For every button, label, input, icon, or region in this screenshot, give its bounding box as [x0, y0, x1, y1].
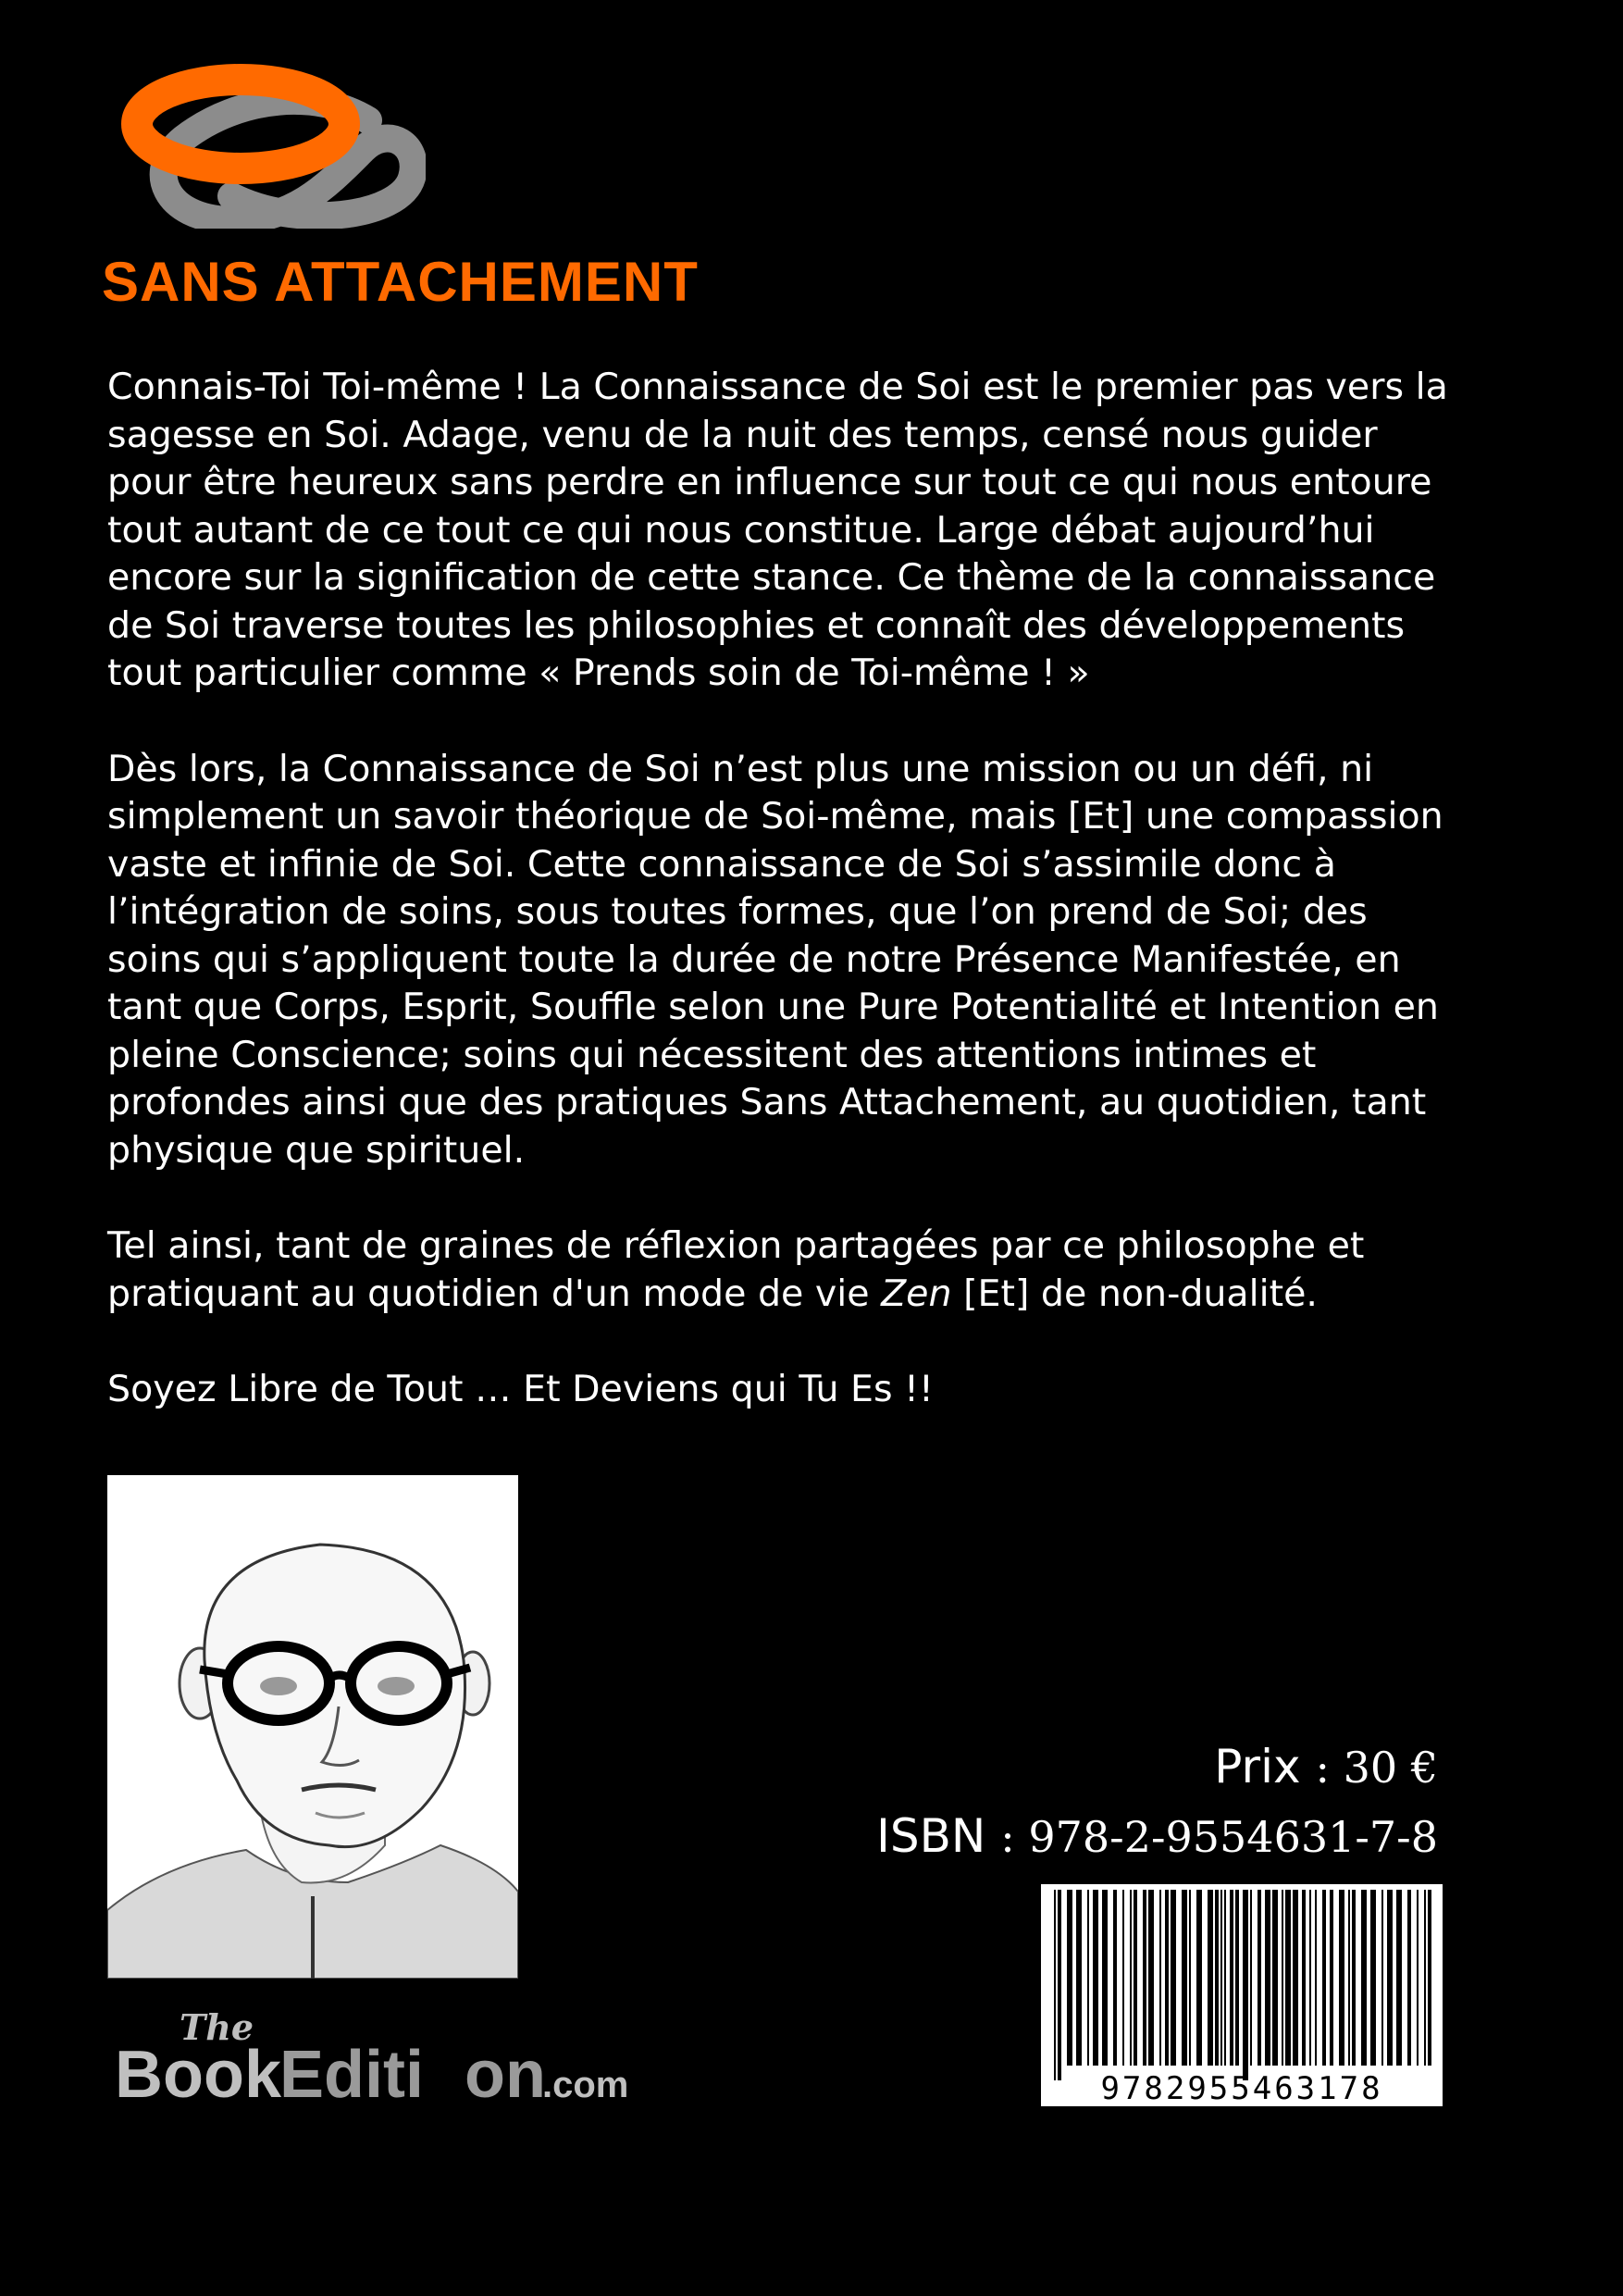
barcode-bar — [1417, 1890, 1419, 2066]
barcode-bar — [1196, 1890, 1202, 2066]
barcode-bar — [1130, 1890, 1132, 2066]
barcode-bar — [1302, 1890, 1306, 2066]
barcode-bar — [1093, 1890, 1098, 2066]
barcode-bar — [1361, 1890, 1367, 2066]
publisher-logo — [115, 2004, 688, 2116]
barcode-bar — [1250, 1890, 1252, 2066]
barcode-bar — [1282, 1890, 1283, 2066]
barcode-bar — [1330, 1890, 1333, 2066]
barcode-bar — [1182, 1890, 1187, 2066]
barcode-bar — [1265, 1890, 1270, 2066]
publisher-logo-book: Book — [115, 2038, 281, 2112]
barcode-bar — [1208, 1890, 1213, 2066]
barcode-bar — [1243, 1890, 1248, 2080]
barcode-bar — [1428, 1890, 1431, 2066]
barcode-bar — [1148, 1890, 1154, 2066]
barcode-bar — [1258, 1890, 1261, 2066]
barcode-bar — [1424, 1890, 1426, 2066]
barcode-bar — [1352, 1890, 1356, 2066]
barcode-bar — [1113, 1890, 1117, 2066]
barcode-bar — [1076, 1890, 1082, 2066]
ean13-barcode-icon — [1041, 1884, 1443, 2106]
barcode-bar — [1122, 1890, 1124, 2066]
barcode-bar — [1370, 1890, 1376, 2066]
book-title: SANS ATTACHEMENT — [102, 251, 699, 313]
paragraph-3-start: Tel ainsi, tant de graines de réflexion partagées par ce philosophe et pratiquant au quotidien d'un mode de vie — [107, 1224, 1365, 1315]
barcode-bar — [1220, 1890, 1222, 2066]
barcode-bar — [1339, 1890, 1344, 2066]
infinity-logo-icon — [120, 57, 426, 229]
barcode — [1041, 1884, 1443, 2106]
author-photo — [107, 1475, 518, 1979]
price-value: : 30 € — [1315, 1743, 1438, 1793]
paragraph-4: Soyez Libre de Tout … Et Deviens qui Tu Es !! — [107, 1368, 934, 1410]
barcode-bar — [1309, 1890, 1311, 2066]
barcode-bar — [1058, 1890, 1061, 2080]
barcode-bar — [1407, 1890, 1411, 2066]
price — [1214, 1740, 1438, 1793]
barcode-bar — [1381, 1890, 1383, 2066]
price-label: Prix — [1214, 1740, 1301, 1793]
paragraph-2: Dès lors, la Connaissance de Soi n’est plus une mission ou un défi, ni simplement un savoir théorique de Soi-même, mais [Et] une compassion vaste et infinie de Soi. Cette connaissance de Soi s’assimile donc à l’intégration de soins, sous toutes formes, que l’on prend de Soi; des soins qui s’appliquent toute la durée de notre Présence Manifestée, en tant que Corps, Esprit, Souffle selon une Pure Potentialité et Intention en pleine Conscience; soins qui nécessitent des attentions intimes et profondes ainsi que des pratiques Sans Attachement, au quotidien, tant physique que spirituel. — [107, 747, 1443, 1172]
barcode-bar — [1322, 1890, 1326, 2066]
barcode-bar — [1087, 1890, 1089, 2066]
barcode-bar — [1387, 1890, 1393, 2066]
barcode-bar — [1272, 1890, 1278, 2066]
barcode-bar — [1224, 1890, 1226, 2066]
back-cover-text — [107, 364, 1458, 1462]
publisher-logo-on: on — [465, 2038, 546, 2112]
author-portrait-sketch-icon — [107, 1475, 518, 1979]
publisher-logo-com: .com — [542, 2065, 629, 2105]
barcode-bar — [1285, 1890, 1291, 2066]
isbn-label: ISBN — [876, 1809, 986, 1863]
barcode-bar — [1171, 1890, 1176, 2066]
barcode-bar — [1235, 1890, 1239, 2066]
barcode-bar — [1293, 1890, 1298, 2066]
barcode-bar — [1067, 1890, 1072, 2066]
isbn-value: : 978-2-9554631-7-8 — [1000, 1812, 1438, 1862]
barcode-bar — [1348, 1890, 1350, 2066]
barcode-digits: 9782955463178 — [1100, 2070, 1383, 2106]
publisher-logo-the: The — [180, 2006, 254, 2048]
barcode-bar — [1143, 1890, 1146, 2066]
barcode-bar — [1230, 1890, 1233, 2066]
paragraph-1: Connais-Toi Toi-même ! La Connaissance de Soi est le premier pas vers la sagesse en Soi. Adage, venu de la nuit des temps, censé nous guider pour être heureux sans perdre en influence sur tout ce qui nous entoure tout autant de ce tout ce qui nous constitue. Large débat aujourd’hui encore sur la signification de cette stance. Ce thème de la connaissance de Soi traverse toutes les philosophies et connaît des développements tout particulier comme « Prends soin de Toi-même ! » — [107, 366, 1448, 694]
barcode-bar — [1396, 1890, 1402, 2066]
barcode-bar — [1315, 1890, 1317, 2066]
paragraph-3-end: [Et] de non-dualité. — [951, 1272, 1318, 1315]
barcode-bar — [1134, 1890, 1137, 2066]
barcode-bar — [1215, 1890, 1219, 2066]
barcode-bar — [1102, 1890, 1108, 2066]
paragraph-3-emphasis: Zen — [881, 1272, 952, 1315]
barcode-bar — [1165, 1890, 1169, 2066]
publisher-logo-edition: Editi — [279, 2038, 424, 2112]
isbn — [876, 1809, 1438, 1863]
paragraph-3 — [107, 1222, 1458, 1318]
barcode-bar — [1054, 1890, 1056, 2080]
barcode-bar — [1189, 1890, 1191, 2066]
barcode-bar — [1159, 1890, 1161, 2066]
